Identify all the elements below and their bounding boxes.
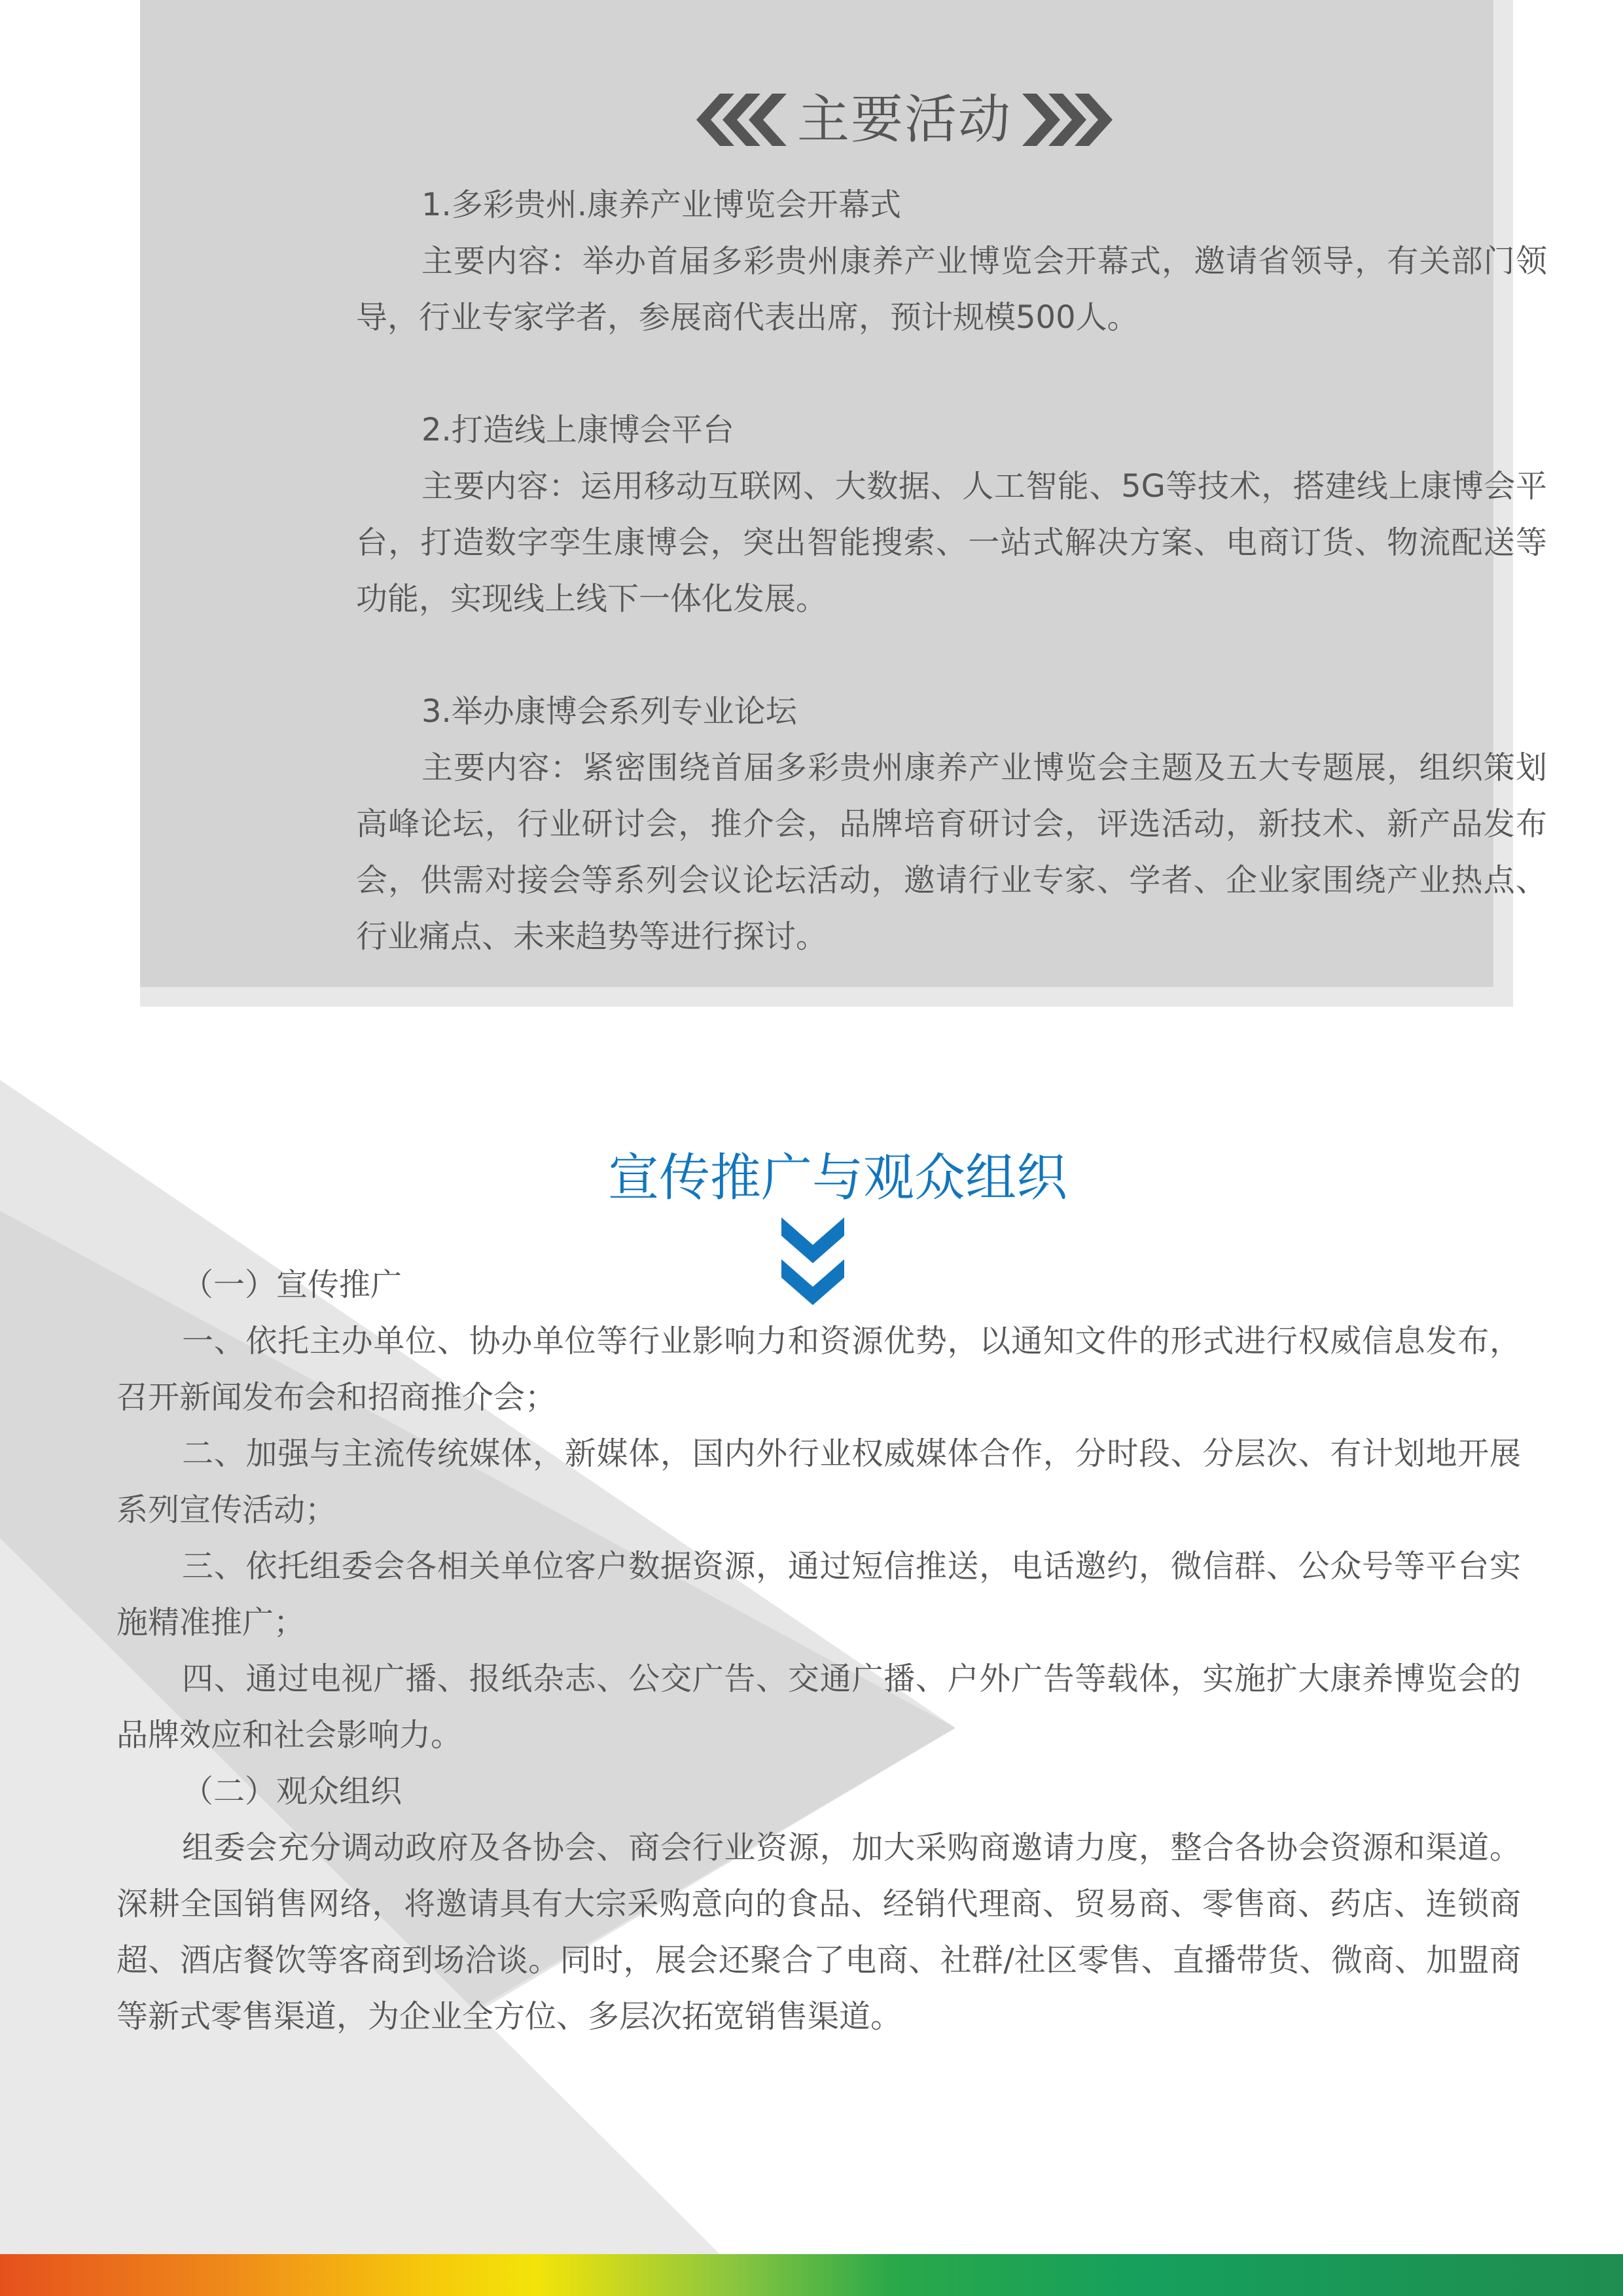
- activity-title: 1.多彩贵州.康养产业博览会开幕式: [421, 187, 902, 223]
- activities-panel: [140, 0, 1547, 987]
- activities-heading: [140, 77, 1623, 162]
- activities-list: [356, 177, 1547, 965]
- promotion-title: 宣传推广与观众组织: [607, 1149, 1067, 1208]
- bottom-gradient-bar: [0, 2254, 1623, 2296]
- activity-title: 2.打造线上康博会平台: [421, 412, 734, 448]
- activity-title: 3.举办康博会系列专业论坛: [421, 693, 797, 730]
- chevrons-left-icon: [696, 94, 788, 146]
- publicity-item: 二、加强与主流传统媒体，新媒体，国内外行业权威媒体合作，分时段、分层次、有计划地开展系列宣传活动；: [116, 1435, 1521, 1528]
- activity-item: [356, 177, 1547, 346]
- publicity-item: 三、依托组委会各相关单位客户数据资源，通过短信推送，电话邀约，微信群、公众号等平台实施精准推广；: [116, 1548, 1521, 1641]
- publicity-item: 一、依托主办单位、协办单位等行业影响力和资源优势，以通知文件的形式进行权威信息发布，召开新闻发布会和招商推介会；: [116, 1323, 1521, 1416]
- activity-item: [356, 402, 1547, 627]
- audience-heading: （二）观众组织: [182, 1773, 402, 1810]
- chevrons-right-icon: [1021, 94, 1113, 146]
- publicity-heading: （一）宣传推广: [182, 1266, 402, 1303]
- activity-item: [356, 683, 1547, 965]
- publicity-item: 四、通过电视广播、报纸杂志、公交广告、交通广播、户外广告等载体，实施扩大康养博览会的品牌效应和社会影响力。: [116, 1660, 1521, 1753]
- activity-content: 主要内容：举办首届多彩贵州康养产业博览会开幕式，邀请省领导，有关部门领导，行业专家学者，参展商代表出席，预计规模500人。: [356, 243, 1547, 336]
- audience-text: 组委会充分调动政府及各协会、商会行业资源，加大采购商邀请力度，整合各协会资源和渠道。深耕全国销售网络，将邀请具有大宗采购意向的食品、经销代理商、贸易商、零售商、药店、连锁商超、酒店餐饮等客商到场洽谈。同时，展会还聚合了电商、社群/社区零售、直播带货、微商、加盟商等新式零售渠道，为企业全方位、多层次拓宽销售渠道。: [116, 1829, 1521, 2035]
- activities-title: 主要活动: [797, 89, 1012, 150]
- activity-content: 主要内容：紧密围绕首届多彩贵州康养产业博览会主题及五大专题展，组织策划高峰论坛，行业研讨会，推介会，品牌培育研讨会，评选活动，新技术、新产品发布会，供需对接会等系列会议论坛活动，邀请行业专家、学者、企业家围绕产业热点、行业痛点、未来趋势等进行探讨。: [356, 749, 1547, 955]
- promotion-body: [116, 1257, 1521, 2045]
- activity-content: 主要内容：运用移动互联网、大数据、人工智能、5G等技术，搭建线上康博会平台，打造数字孪生康博会，突出智能搜索、一站式解决方案、电商订货、物流配送等功能，实现线上线下一体化发展。: [356, 468, 1547, 617]
